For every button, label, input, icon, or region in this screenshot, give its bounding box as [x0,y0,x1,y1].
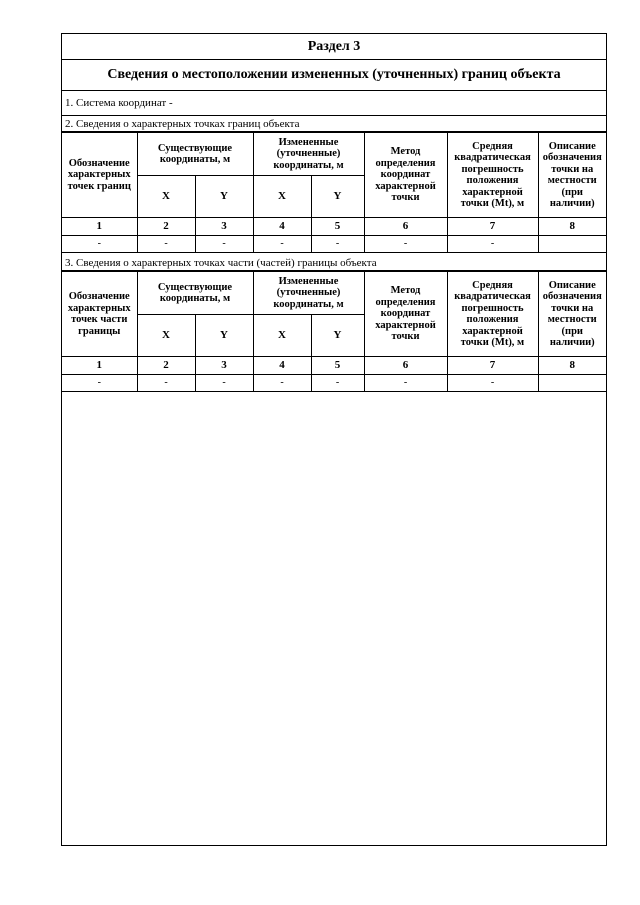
table-cell: - [137,375,195,392]
header-designation: Обозначение характерных точек границ [62,133,137,218]
header-changed-y: Y [311,315,364,357]
table-cell: - [253,375,311,392]
table-cell: - [195,375,253,392]
table-cell: - [364,375,447,392]
coordinate-system: 1. Система координат - [62,91,606,116]
table-cell: - [137,236,195,253]
header-description: Описание обозначения точки на местности (при наличии) [538,272,606,357]
column-number: 3 [195,357,253,375]
table-row [62,375,606,392]
column-number: 2 [137,218,195,236]
table2-heading: 3. Сведения о характерных точках части (частей) границы объекта [62,255,606,271]
header-existing-coordinates: Существующие координаты, м [137,133,253,176]
column-numbers-row [62,357,606,375]
document-page [61,33,607,846]
table-cell: - [447,375,538,392]
column-number: 8 [538,357,606,375]
table-cell: - [62,236,137,253]
column-number: 1 [62,218,137,236]
column-number: 4 [253,218,311,236]
header-existing-coordinates: Существующие координаты, м [137,272,253,315]
column-number: 5 [311,357,364,375]
header-designation: Обозначение характерных точек части границы [62,272,137,357]
header-existing-y: Y [195,315,253,357]
header-existing-x: X [137,176,195,218]
header-changed-coordinates: Измененные (уточненные) координаты, м [253,272,364,315]
table-row [62,236,606,253]
column-number: 6 [364,357,447,375]
document-title: Сведения о местоположении измененных (уточненных) границ объекта [62,60,606,91]
column-number: 6 [364,218,447,236]
header-changed-coordinates: Измененные (уточненные) координаты, м [253,133,364,176]
table-cell: - [447,236,538,253]
column-number: 1 [62,357,137,375]
table-cell [538,375,606,392]
section-label: Раздел 3 [62,34,606,60]
column-number: 5 [311,218,364,236]
boundary-points-table [62,132,606,253]
header-existing-y: Y [195,176,253,218]
table-cell: - [311,375,364,392]
table-cell: - [62,375,137,392]
table-cell: - [253,236,311,253]
header-method: Метод определения координат характерной точки [364,133,447,218]
column-numbers-row [62,218,606,236]
table-cell: - [311,236,364,253]
column-number: 4 [253,357,311,375]
header-description: Описание обозначения точки на местности (при наличии) [538,133,606,218]
column-number: 8 [538,218,606,236]
table1-heading: 2. Сведения о характерных точках границ объекта [62,116,606,132]
header-changed-x: X [253,176,311,218]
header-error: Средняя квадратическая погрешность положения характерной точки (Mt), м [447,272,538,357]
table-cell: - [195,236,253,253]
table-cell [538,236,606,253]
column-number: 7 [447,218,538,236]
column-number: 3 [195,218,253,236]
part-boundary-points-table [62,271,606,392]
column-number: 2 [137,357,195,375]
header-changed-x: X [253,315,311,357]
table-cell: - [364,236,447,253]
header-changed-y: Y [311,176,364,218]
header-method: Метод определения координат характерной точки [364,272,447,357]
header-existing-x: X [137,315,195,357]
column-number: 7 [447,357,538,375]
header-error: Средняя квадратическая погрешность положения характерной точки (Mt), м [447,133,538,218]
